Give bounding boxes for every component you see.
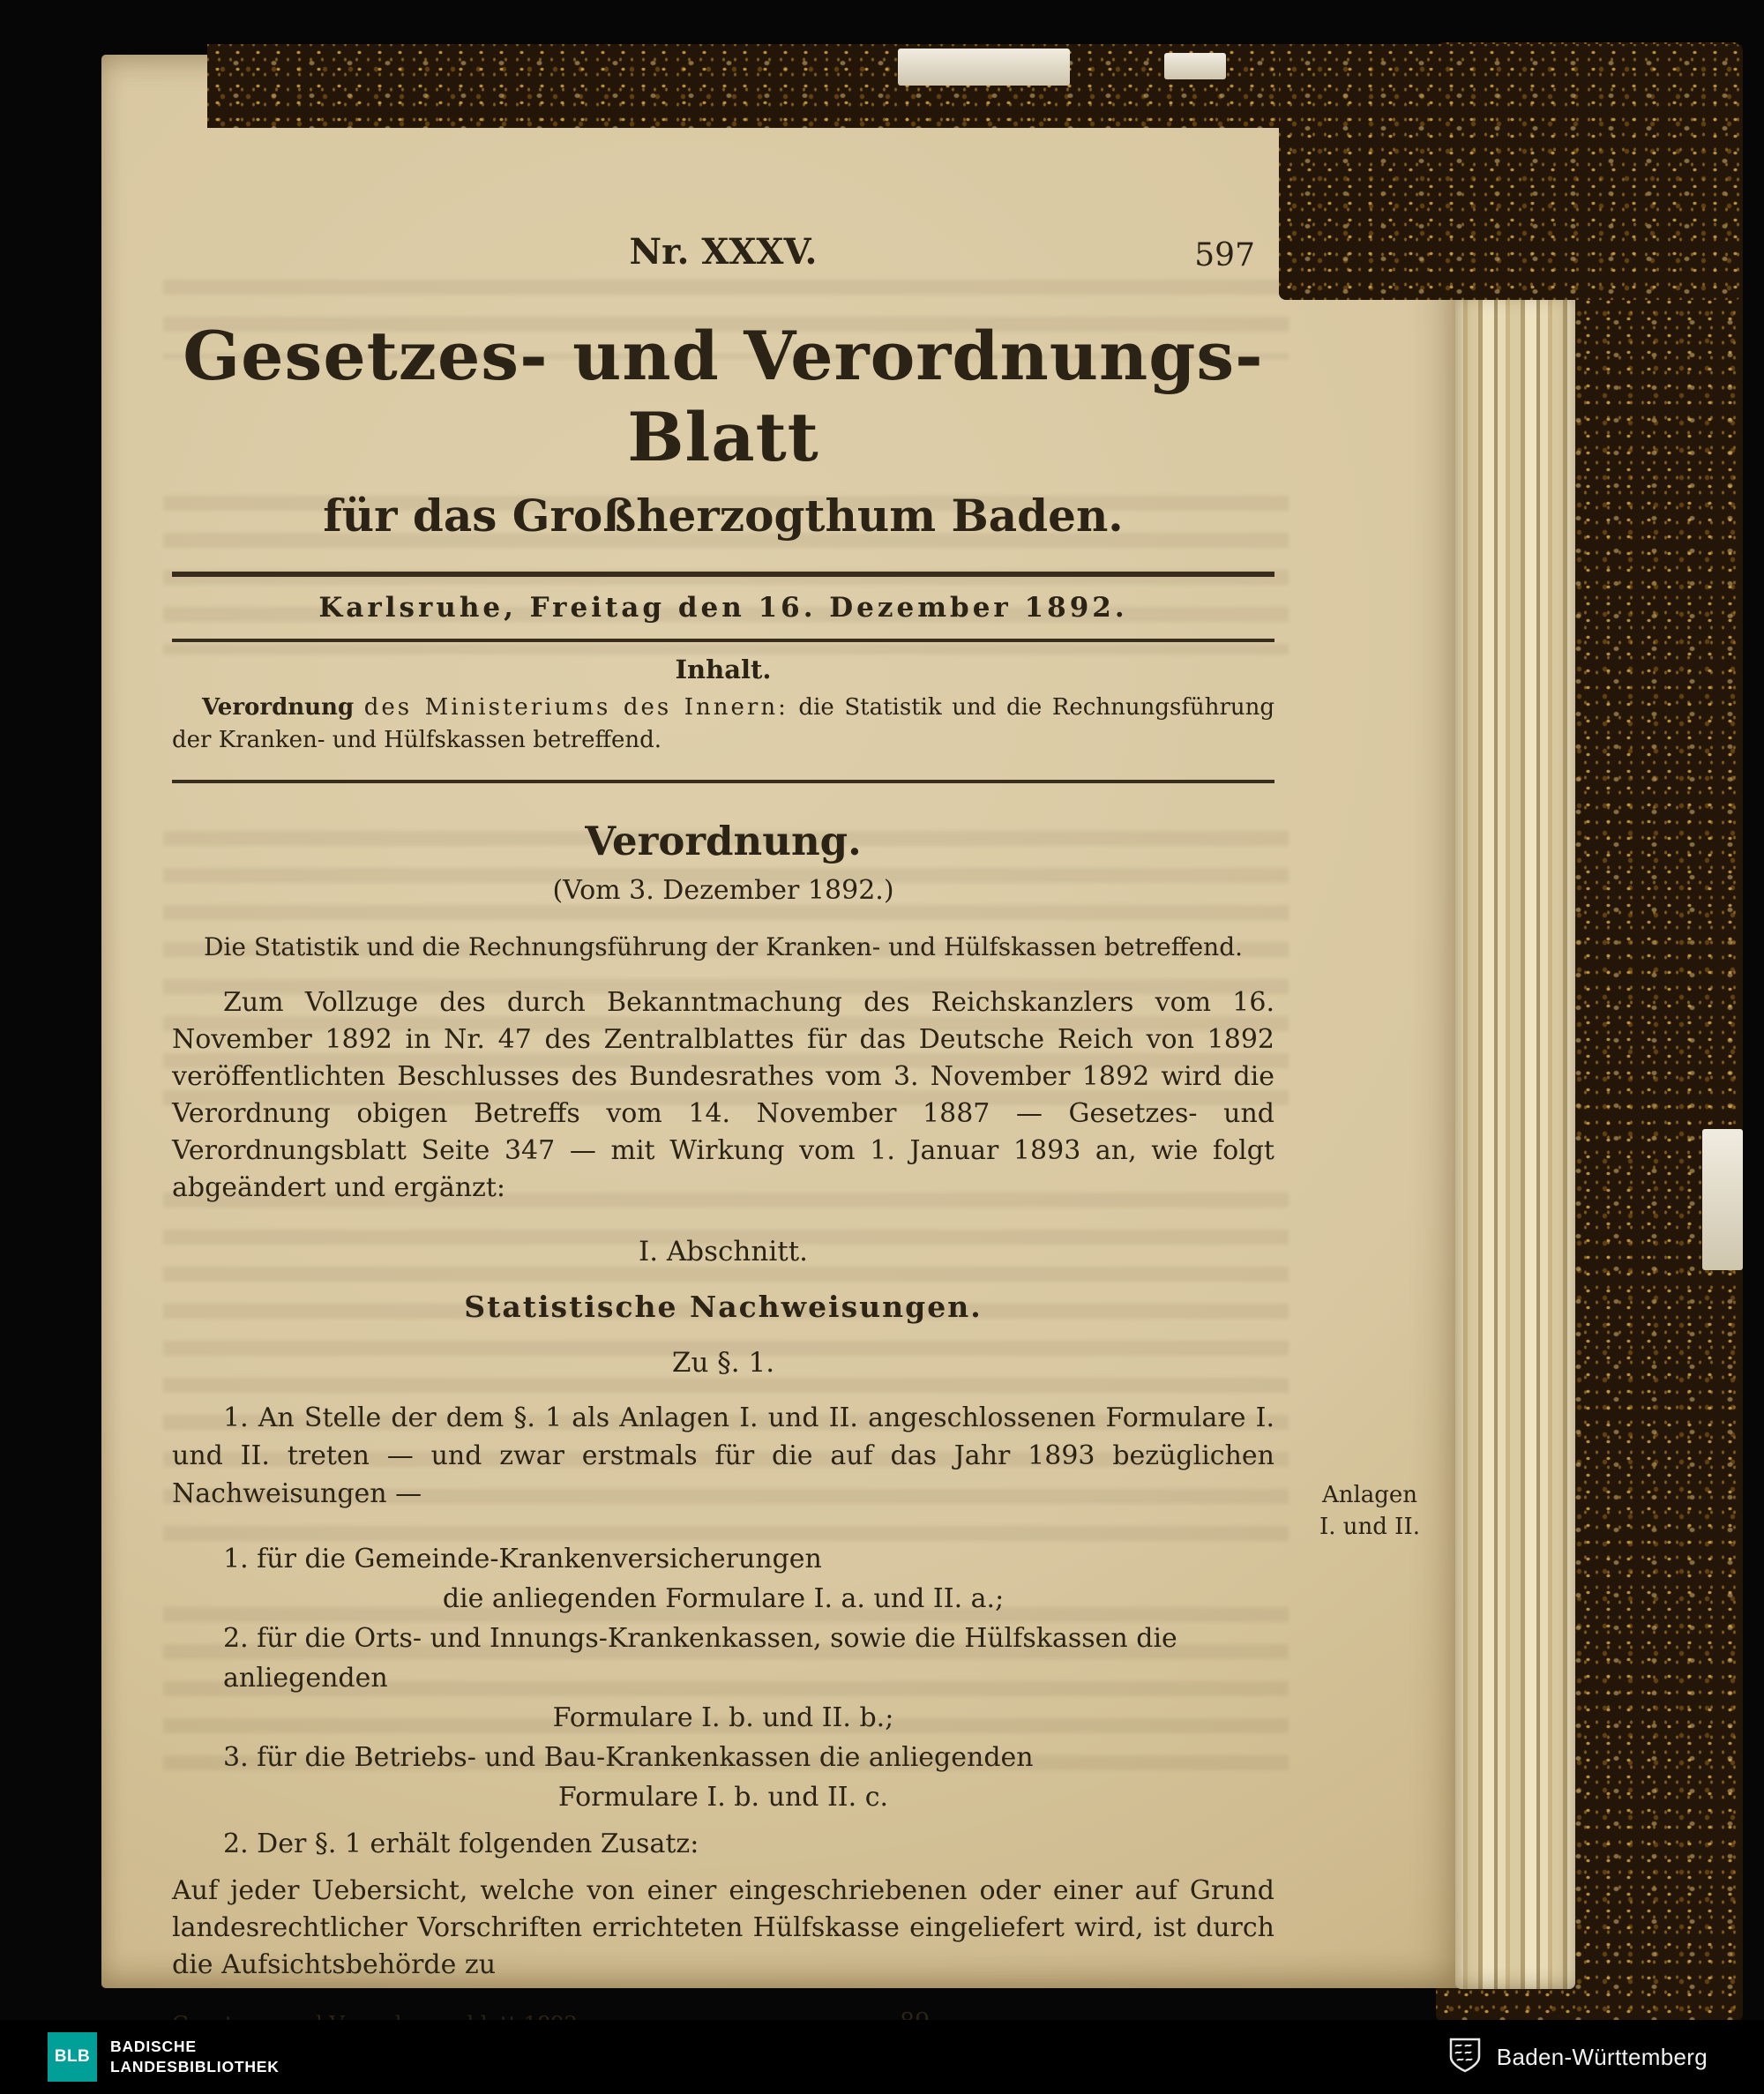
masthead-title: Gesetzes- und Verordnungs-Blatt: [183, 317, 1264, 476]
margin-note-line: I. und II.: [1319, 1514, 1420, 1540]
ordinance-date: (Vom 3. Dezember 1892.): [552, 875, 894, 906]
library-name: [110, 2037, 280, 2077]
ordinance-closing: Auf jeder Uebersicht, welche von einer eingeschriebenen oder einer auf Grund landesrechtlicher Vorschriften errichteten Hülfskasse eingeliefert wird, ist durch die Aufsichtsbehörde zu: [172, 1875, 1274, 1980]
ordinance-subject: Die Statistik und die Rechnungsführung der Kranken- und Hülfskassen betreffend.: [203, 932, 1244, 961]
blb-logo-text: BLB: [54, 2047, 91, 2066]
ordinance-intro: Zum Vollzuge des durch Bekanntmachung des Reichskanzlers vom 16. November 1892 in Nr. 47 des Zentralblattes für das Deutsche Reich von 1892 veröffentlichten Beschlusses des Bundesrathes vom 3. November 1892 wird die Verordnung obigen Betreffs vom 14. November 1887 — Gesetzes- und Verordnungsblatt Seite 347 — mit Wirkung vom 1. Januar 1893 an, wie folgt abgeändert und ergänzt:: [172, 987, 1274, 1203]
contents-entry: [172, 692, 1274, 757]
contents-heading: Inhalt.: [675, 654, 772, 684]
contents-entry-lead: Verordnung: [202, 694, 355, 721]
scanned-page: [101, 55, 1465, 1988]
list-item-center: die anliegenden Formulare I. a. und II. a.;: [442, 1583, 1005, 1614]
blb-logo: [48, 2032, 97, 2082]
page-content: [101, 55, 1465, 2038]
ordinance-item-2: 2. Der §. 1 erhält folgenden Zusatz:: [223, 1829, 699, 1859]
contents-entry-spaced: des Ministeriums des Innern:: [363, 694, 789, 721]
book-cover-corner: [1279, 44, 1742, 300]
issue-row: [172, 231, 1274, 273]
list-item-text: 3. für die Betriebs- und Bau-Krankenkassen die anliegenden: [223, 1742, 1034, 1773]
list-item: [172, 1738, 1274, 1817]
list-item-text: 1. für die Gemeinde-Krankenversicherungen: [223, 1544, 822, 1574]
page-edge-stack: [1455, 291, 1575, 1989]
page-edge-right: [1702, 1129, 1743, 1270]
list-item-center: Formulare I. b. und II. b.;: [552, 1702, 894, 1733]
list-item-center: Formulare I. b. und II. c.: [557, 1782, 889, 1813]
page-number: 597: [1194, 237, 1255, 273]
ordinance-heading: Verordnung.: [585, 818, 862, 864]
masthead-subtitle: für das Großherzogthum Baden.: [323, 490, 1124, 542]
state-branding: [1446, 2036, 1708, 2079]
list-item-text: 2. für die Orts- und Innungs-Krankenkassen, sowie die Hülfskassen die anliegenden: [223, 1623, 1177, 1694]
library-footer-bar: [0, 2020, 1764, 2094]
list-item: [172, 1619, 1274, 1738]
subsection-heading: Zu §. 1.: [671, 1347, 775, 1379]
divider-rule: [172, 572, 1274, 577]
dateline: Karlsruhe, Freitag den 16. Dezember 1892.: [318, 592, 1128, 624]
page-edge-top: [898, 49, 1070, 86]
book-cover-top-edge: [207, 44, 1442, 128]
contents-entry-rest: die Statistik und die Rechnungsführung der Kranken- und Hülfskassen betreffend.: [172, 694, 1275, 753]
section-title: Statistische Nachweisungen.: [464, 1290, 983, 1324]
divider-rule: [172, 780, 1274, 783]
library-branding: [48, 2032, 280, 2082]
ordinance-item-1: 1. An Stelle der dem §. 1 als Anlagen I. und II. angeschlossenen Formulare I. und II. treten — und zwar erstmals für die auf das Jahr 1893 bezüglichen Nachweisungen —: [172, 1402, 1274, 1509]
page-edge-top: [1164, 53, 1226, 79]
divider-rule: [172, 639, 1274, 642]
issue-number: Nr. XXXV.: [629, 231, 818, 273]
library-name-line: LANDESBIBLIOTHEK: [110, 2058, 280, 2075]
margin-note-line: Anlagen: [1321, 1482, 1418, 1508]
baden-wuerttemberg-coat-of-arms-icon: [1446, 2036, 1484, 2079]
state-label: Baden-Württemberg: [1496, 2043, 1708, 2070]
library-name-line: BADISCHE: [110, 2038, 197, 2056]
list-item: [172, 1539, 1274, 1619]
margin-note: [1290, 1479, 1449, 1543]
section-heading: I. Abschnitt.: [638, 1236, 809, 1268]
